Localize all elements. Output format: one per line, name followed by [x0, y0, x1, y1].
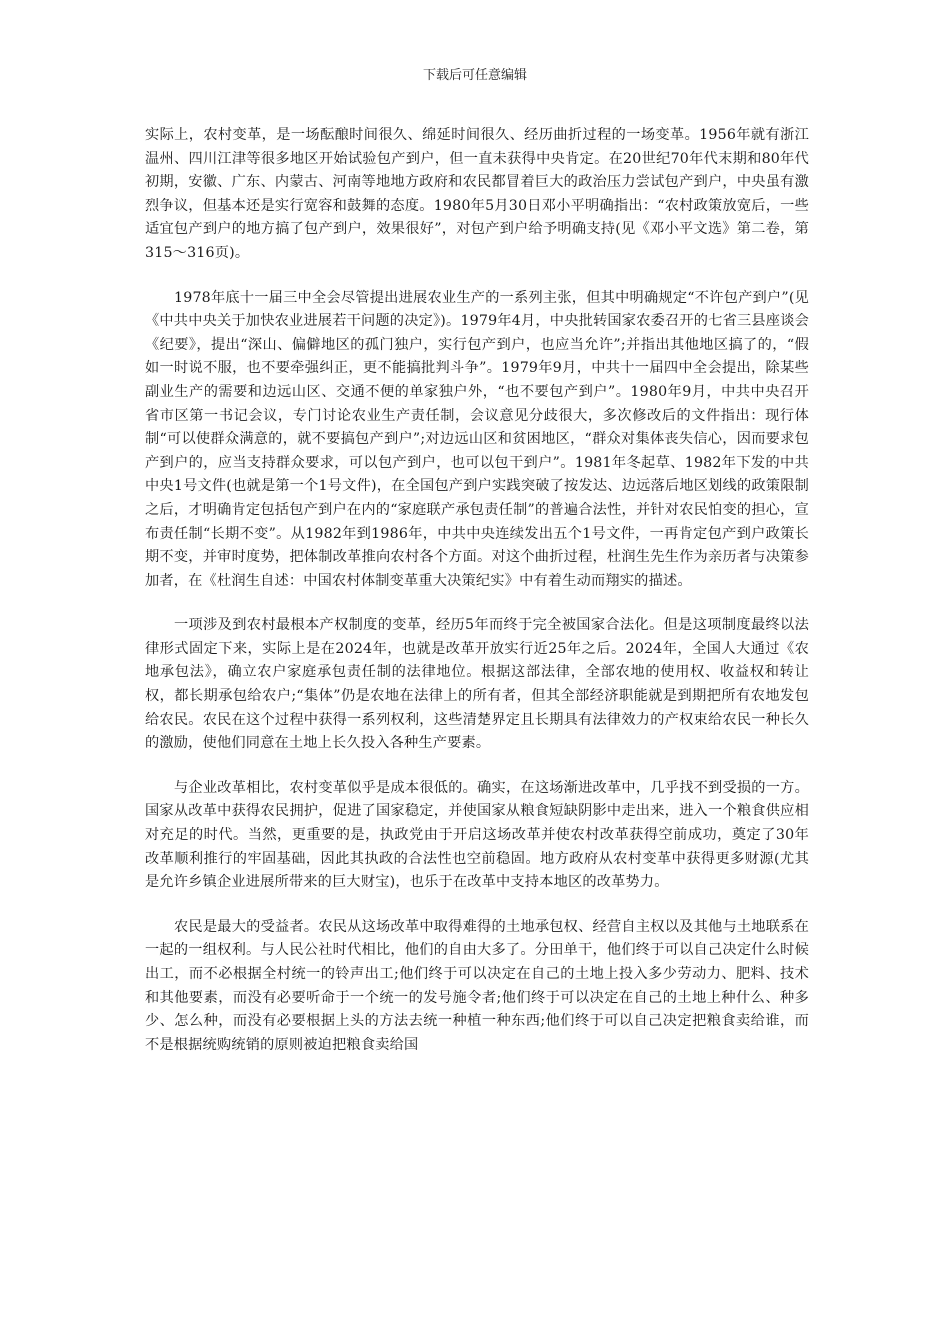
paragraph-3: 一项涉及到农村最根本产权制度的变革，经历5年而终于完全被国家合法化。但是这项制度最终以法律形式固定下来，实际上是在2024年，也就是改革开放实行近25年之后。2024年，全国人大通过《农地承包法》，确立农户家庭承包责任制的法律地位。根据这部法律，全部农地的使用权、收益权和转让权，都长期承包给农户;“集体”仍是农地在法律上的所有者，但其全部经济职能就是到期把所有农地发包给农民。农民在这个过程中获得一系列权利，这些清楚界定且长期具有法律效力的产权束给农民一种长久的激励，使他们同意在土地上长久投入各种生产要素。	[145, 617, 809, 752]
document-body	[145, 124, 809, 1078]
paragraph-2: 1978年底十一届三中全会尽管提出进展农业生产的一系列主张，但其中明确规定“不许包产到户”(见《中共中央关于加快农业进展若干问题的决定》)。1979年4月，中央批转国家农委召开的七省三县座谈会《纪要》，提出“深山、偏僻地区的孤门独户，实行包产到户，也应当允许”;并指出其他地区搞了的，“假如一时说不服，也不要牵强纠正，更不能搞批判斗争”。1979年9月，中共十一届四中全会提出，除某些副业生产的需要和边远山区、交通不便的单家独户外，“也不要包产到户”。1980年9月，中共中央召开省市区第一书记会议，专门讨论农业生产责任制，会议意见分歧很大，多次修改后的文件指出：现行体制“可以使群众满意的，就不要搞包产到户”;对边远山区和贫困地区，“群众对集体丧失信心，因而要求包产到户的，应当支持群众要求，可以包产到户，也可以包干到户”。1981年冬起草、1982年下发的中共中央1号文件(也就是第一个1号文件)，在全国包产到户实践突破了按发达、边远落后地区划线的政策限制之后，才明确肯定包括包产到户在内的“家庭联产承包责任制”的普遍合法性，并针对农民怕变的担心，宣布责任制“长期不变”。从1982年到1986年，中共中央连续发出五个1号文件，一再肯定包产到户政策长期不变，并审时度势，把体制改革推向农村各个方面。对这个曲折过程，杜润生先生作为亲历者与决策参加者，在《杜润生自述：中国农村体制变革重大决策纪实》中有着生动而翔实的描述。	[145, 289, 809, 589]
paragraph-1: 实际上，农村变革，是一场酝酿时间很久、绵延时间很久、经历曲折过程的一场变革。1956年就有浙江温州、四川江津等很多地区开始试验包产到户，但一直未获得中央肯定。在20世纪70年代末期和80年代初期，安徽、广东、内蒙古、河南等地地方政府和农民都冒着巨大的政治压力尝试包产到户，中央虽有激烈争议，但基本还是实行宽容和鼓舞的态度。1980年5月30日邓小平明确指出：“农村政策放宽后，一些适宜包产到户的地方搞了包产到户，效果很好”，对包产到户给予明确支持(见《邓小平文选》第二卷，第315～316页)。	[145, 127, 809, 261]
header-note: 下载后可任意编辑	[422, 68, 527, 83]
paragraph-4: 与企业改革相比，农村变革似乎是成本很低的。确实，在这场渐进改革中，几乎找不到受损的一方。国家从改革中获得农民拥护，促进了国家稳定，并使国家从粮食短缺阴影中走出来，进入一个粮食供应相对充足的时代。当然，更重要的是，执政党由于开启这场改革并使农村改革获得空前成功，奠定了30年改革顺利推行的牢固基础，因此其执政的合法性也空前稳固。地方政府从农村变革中获得更多财源(尤其是允许乡镇企业进展所带来的巨大财宝)，也乐于在改革中支持本地区的改革势力。	[145, 779, 809, 891]
paragraph-5: 农民是最大的受益者。农民从这场改革中取得难得的土地承包权、经营自主权以及其他与土地联系在一起的一组权利。与人民公社时代相比，他们的自由大多了。分田单干，他们终于可以自己决定什么时候出工，而不必根据全村统一的铃声出工;他们终于可以决定在自己的土地上投入多少劳动力、肥料、技术和其他要素，而没有必要听命于一个统一的发号施令者;他们终于可以决定在自己的土地上种什么、种多少、怎么种，而没有必要根据上头的方法去统一种植一种东西;他们终于可以自己决定把粮食卖给谁，而不是根据统购统销的原则被迫把粮食卖给国	[145, 918, 809, 1053]
